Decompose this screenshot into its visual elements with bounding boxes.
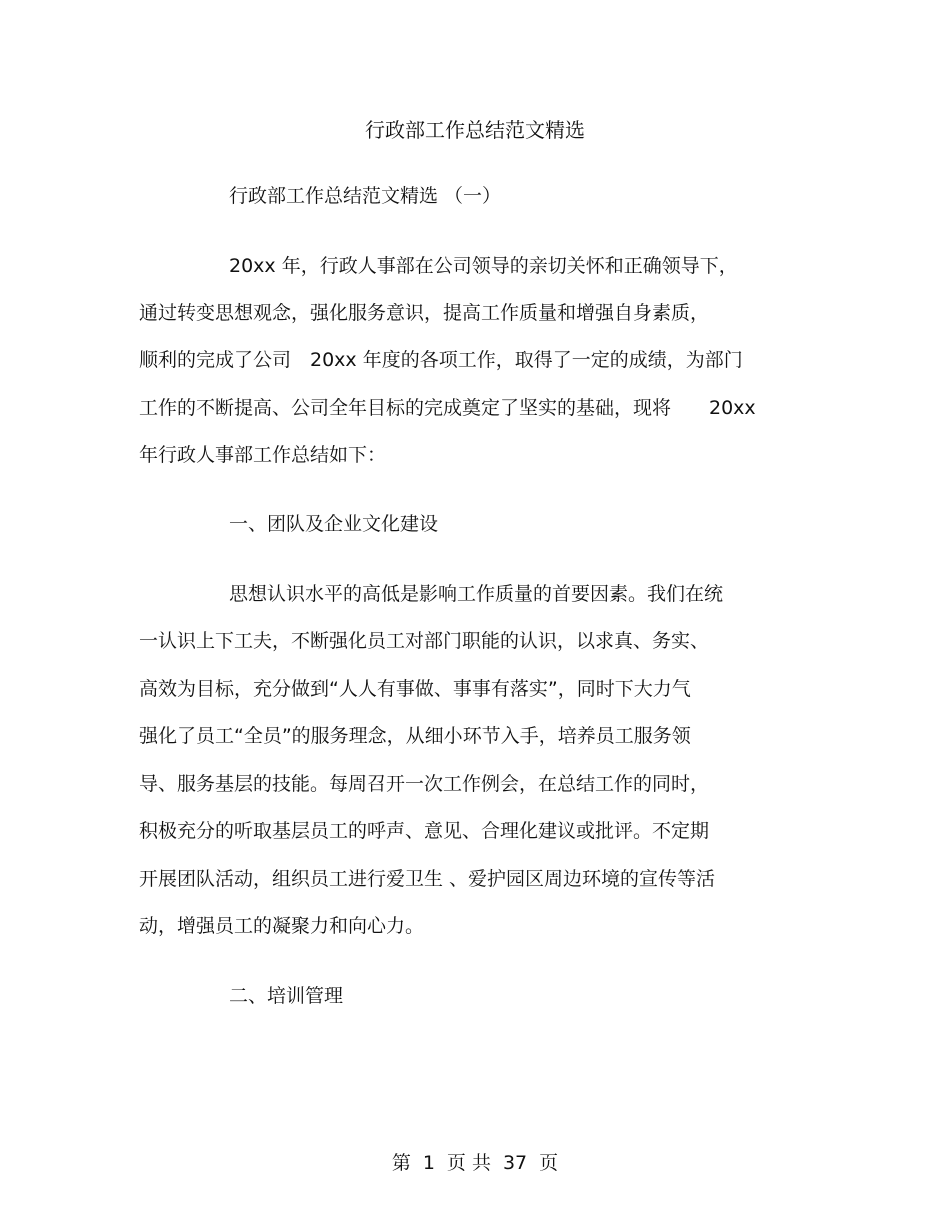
section-1-line-7: 开展团队活动，组织员工进行爱卫生 、爱护园区周边环境的宣传等活 [139,868,716,890]
footer-page-number: 1 [422,1152,435,1174]
subtitle: 行政部工作总结范文精选 （一） [229,185,502,207]
section-2-heading: 二、培训管理 [229,985,344,1007]
intro-line-5: 年行政人事部工作总结如下： [139,444,387,466]
section-1-heading: 一、团队及企业文化建设 [229,513,439,535]
section-1-line-6: 积极充分的听取基层员工的呼声、意见、合理化建议或批评。不定期 [139,820,710,842]
footer-total-pages: 37 [502,1152,528,1174]
footer-mid: 页 共 [446,1152,491,1174]
section-1-line-1: 思想认识水平的高低是影响工作质量的首要因素。我们在统 [229,583,724,605]
intro-line-4: 工作的不断提高、公司全年目标的完成奠定了坚实的基础，现将 20xx [139,397,756,419]
footer-suffix: 页 [539,1152,559,1174]
footer-prefix: 第 [391,1152,411,1174]
document-title: 行政部工作总结范文精选 [365,118,585,142]
intro-line-3: 顺利的完成了公司 20xx 年度的各项工作，取得了一定的成绩，为部门 [139,349,743,371]
intro-line-2: 通过转变思想观念，强化服务意识，提高工作质量和增强自身素质， [139,302,710,324]
section-1-line-5: 导、服务基层的技能。每周召开一次工作例会，在总结工作的同时， [139,773,710,795]
intro-line-1: 20xx 年，行政人事部在公司领导的亲切关怀和正确领导下， [229,255,738,277]
section-1-line-3: 高效为目标，充分做到“人人有事做、事事有落实”，同时下大力气 [139,678,691,700]
section-1-line-4: 强化了员工“全员”的服务理念，从细小环节入手，培养员工服务领 [139,725,691,747]
section-1-line-2: 一认识上下工夫，不断强化员工对部门职能的认识，以求真、务实、 [139,630,710,652]
page-footer [0,1151,950,1175]
section-1-line-8: 动，增强员工的凝聚力和向心力。 [139,915,425,937]
